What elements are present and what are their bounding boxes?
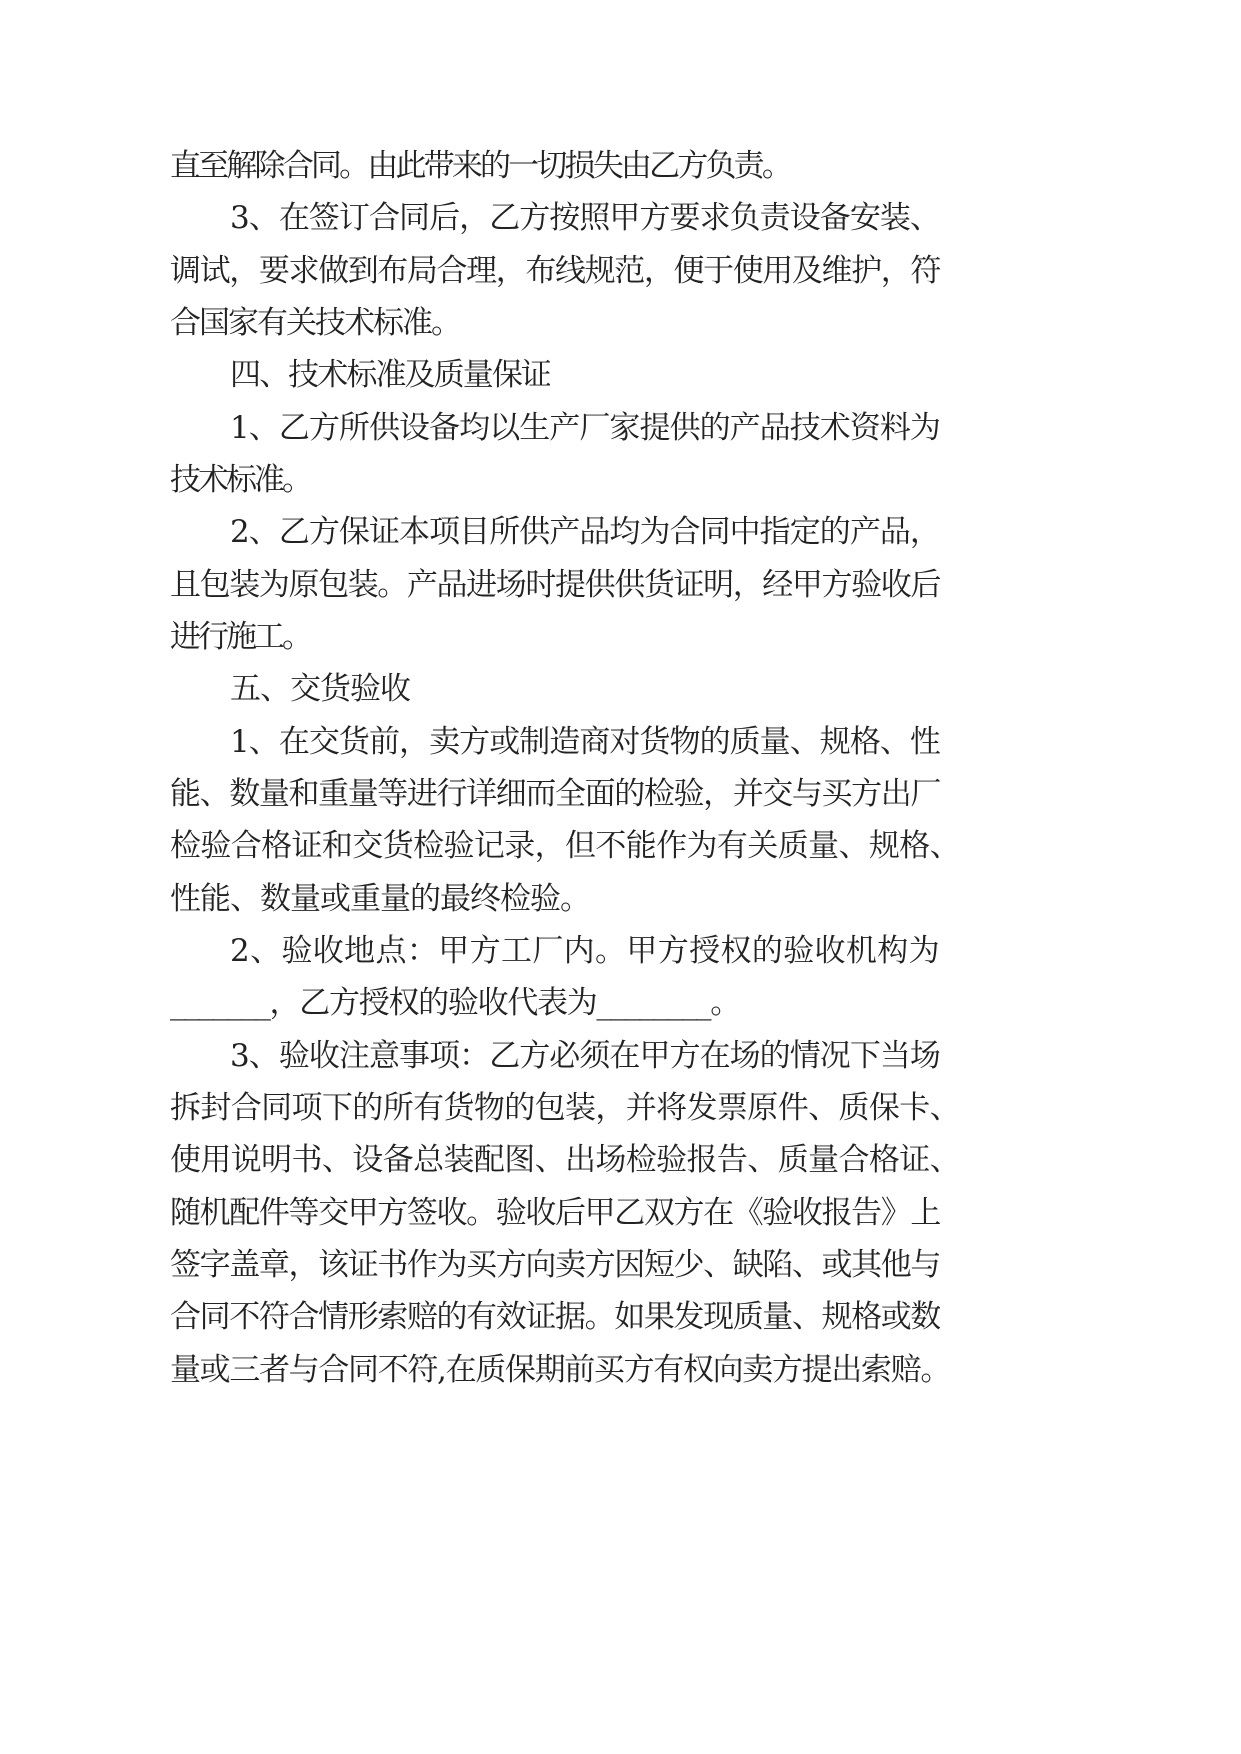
text-line-9: 且包装为原包装。产品进场时提供供货证明，经甲方验收后 [170, 567, 940, 603]
text-line-22: 签字盖章，该证书作为买方向卖方因短少、缺陷、或其他与 [170, 1247, 940, 1283]
text-line-17: _______，乙方授权的验收代表为________。 [170, 985, 740, 1021]
section-heading-4: 四、技术标准及质量保证 [230, 357, 550, 393]
text-line-3: 调试，要求做到布局合理，布线规范，便于使用及维护，符 [170, 253, 940, 289]
text-line-21: 随机配件等交甲方签收。验收后甲乙双方在《验收报告》上 [170, 1195, 940, 1231]
text-line-2: 3、在签订合同后，乙方按照甲方要求负责设备安装、 [230, 200, 940, 236]
text-line-20: 使用说明书、设备总装配图、出场检验报告、质量合格证、 [170, 1142, 960, 1178]
text-line-14: 检验合格证和交货检验记录，但不能作为有关质量、规格、 [170, 828, 960, 864]
text-line-16: 2、验收地点：甲方工厂内。甲方授权的验收机构为 [230, 933, 940, 969]
text-line-8: 2、乙方保证本项目所供产品均为合同中指定的产品， [230, 514, 940, 550]
text-line-10: 进行施工。 [170, 619, 310, 655]
text-line-12: 1、在交货前，卖方或制造商对货物的质量、规格、性 [230, 724, 940, 760]
text-line-19: 拆封合同项下的所有货物的包装，并将发票原件、质保卡、 [170, 1090, 960, 1126]
text-line-4: 合国家有关技术标准。 [170, 305, 460, 341]
text-line-24: 量或三者与合同不符,在质保期前买方有权向卖方提出索赔。 [170, 1352, 950, 1388]
text-line-18: 3、验收注意事项：乙方必须在甲方在场的情况下当场 [230, 1038, 940, 1074]
text-line-6: 1、乙方所供设备均以生产厂家提供的产品技术资料为 [230, 410, 940, 446]
section-heading-5: 五、交货验收 [230, 671, 410, 707]
text-line-1: 直至解除合同。由此带来的一切损失由乙方负责。 [170, 148, 790, 184]
text-line-23: 合同不符合情形索赔的有效证据。如果发现质量、规格或数 [170, 1299, 940, 1335]
text-line-7: 技术标准。 [170, 462, 310, 498]
text-line-13: 能、数量和重量等进行详细而全面的检验，并交与买方出厂 [170, 776, 940, 812]
text-line-15: 性能、数量或重量的最终检验。 [170, 881, 590, 917]
